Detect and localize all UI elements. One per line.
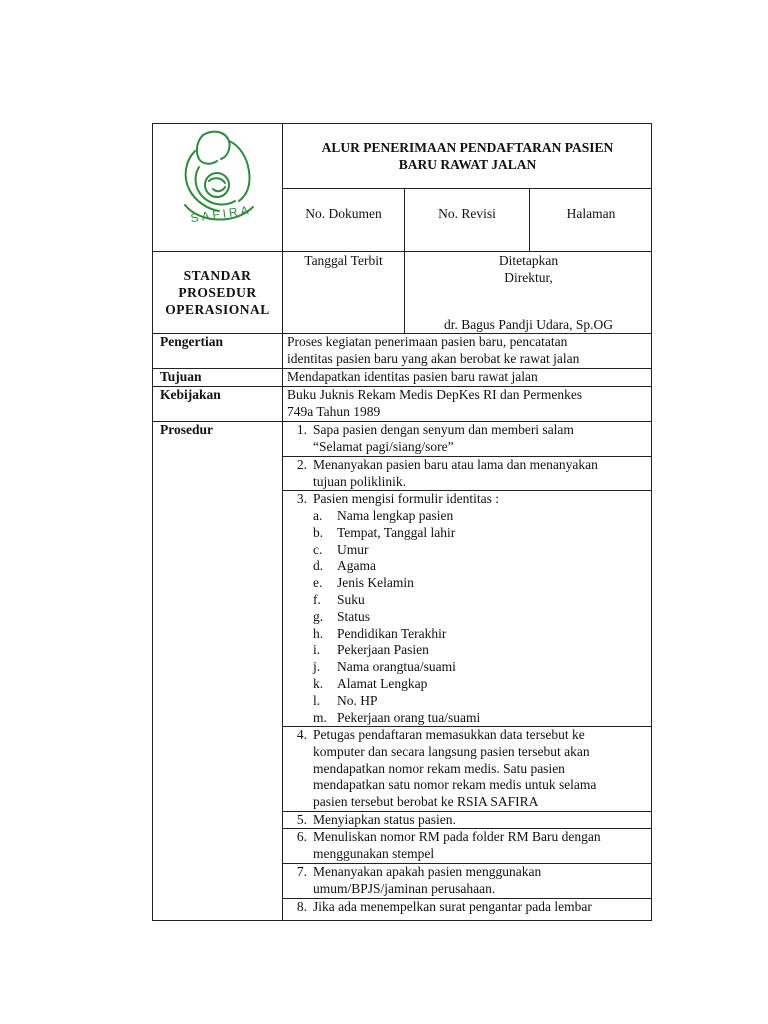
- doc-number-label: No. Dokumen: [305, 206, 382, 221]
- procedure-step-2: 2. Menanyakan pasien baru atau lama dan menanyakan tujuan poliklinik.: [287, 457, 313, 474]
- procedure-step-3: 3. Pasien mengisi formulir identitas :: [287, 491, 313, 508]
- revision-label: No. Revisi: [438, 206, 496, 221]
- pengertian-text: Proses kegiatan penerimaan pasien baru, pencatatan identitas pasien baru yang akan berobat ke rawat jalan: [287, 334, 580, 366]
- procedure-step-6: 6. Menuliskan nomor RM pada folder RM Baru dengan menggunakan stempel: [287, 829, 313, 846]
- safira-logo: [173, 127, 265, 237]
- list-item: m. Pekerjaan orang tua/suami: [313, 709, 481, 725]
- step-number: 3.: [296, 491, 307, 506]
- approver-name: dr. Bagus Pandji Udara, Sp.OG: [443, 317, 614, 332]
- procedure-step-8: 8. Jika ada menempelkan surat pengantar pada lembar: [287, 899, 313, 916]
- approval-block: Ditetapkan Direktur,: [498, 253, 559, 285]
- step-number: 4.: [296, 727, 307, 742]
- list-item: c. Umur: [313, 541, 369, 557]
- grid-line: [282, 124, 283, 921]
- list-item: i. Pekerjaan Pasien: [313, 642, 429, 658]
- step-number: 1.: [296, 422, 307, 437]
- prosedur-label: Prosedur: [160, 422, 213, 437]
- procedure-step-4: 4. Petugas pendaftaran memasukkan data tersebut ke komputer dan secara langsung pasien tersebut akan mendapatkan nomor rekam medis. Satu pasien mendapatkan satu nomor rekam medis untuk selama pasien tersebut berobat ke RSIA SAFIRA: [287, 727, 313, 744]
- sop-label: STANDAR PROSEDUR OPERASIONAL: [165, 268, 270, 317]
- logo-text: SAFIRA: [189, 202, 253, 226]
- grid-line: [153, 251, 652, 252]
- step-number: 8.: [296, 899, 307, 914]
- tujuan-text: Mendapatkan identitas pasien baru rawat jalan: [287, 369, 538, 384]
- step-number: 6.: [296, 829, 307, 844]
- list-item: d. Agama: [313, 558, 376, 574]
- issue-date-label: Tanggal Terbit: [304, 253, 383, 268]
- procedure-step-7: 7. Menanyakan apakah pasien menggunakan umum/BPJS/jaminan perusahaan.: [287, 864, 313, 881]
- sop-document: [152, 123, 652, 921]
- procedure-step-5: 5. Menyiapkan status pasien.: [287, 812, 313, 829]
- procedure-step-1: 1. Sapa pasien dengan senyum dan memberi salam “Selamat pagi/siang/sore”: [287, 422, 313, 439]
- list-item: e. Jenis Kelamin: [313, 575, 414, 591]
- step-number: 7.: [296, 864, 307, 879]
- grid-line: [282, 188, 652, 189]
- step-number: 2.: [296, 457, 307, 472]
- page-label: Halaman: [566, 206, 616, 221]
- list-item: h. Pendidikan Terakhir: [313, 625, 447, 641]
- kebijakan-label: Kebijakan: [160, 387, 221, 402]
- list-item: j. Nama orangtua/suami: [313, 659, 456, 675]
- list-item: g. Status: [313, 608, 371, 624]
- document-title: ALUR PENERIMAAN PENDAFTARAN PASIEN BARU RAWAT JALAN: [321, 140, 614, 172]
- tujuan-label: Tujuan: [160, 369, 202, 384]
- kebijakan-text: Buku Juknis Rekam Medis DepKes RI dan Permenkes 749a Tahun 1989: [287, 387, 583, 419]
- list-item: f. Suku: [313, 592, 365, 607]
- list-item: b. Tempat, Tanggal lahir: [313, 524, 456, 540]
- list-item: l. No. HP: [313, 692, 378, 708]
- list-item: a. Nama lengkap pasien: [313, 508, 454, 523]
- pengertian-label: Pengertian: [160, 334, 223, 349]
- list-item: k. Alamat Lengkap: [313, 676, 428, 691]
- step-number: 5.: [296, 812, 307, 827]
